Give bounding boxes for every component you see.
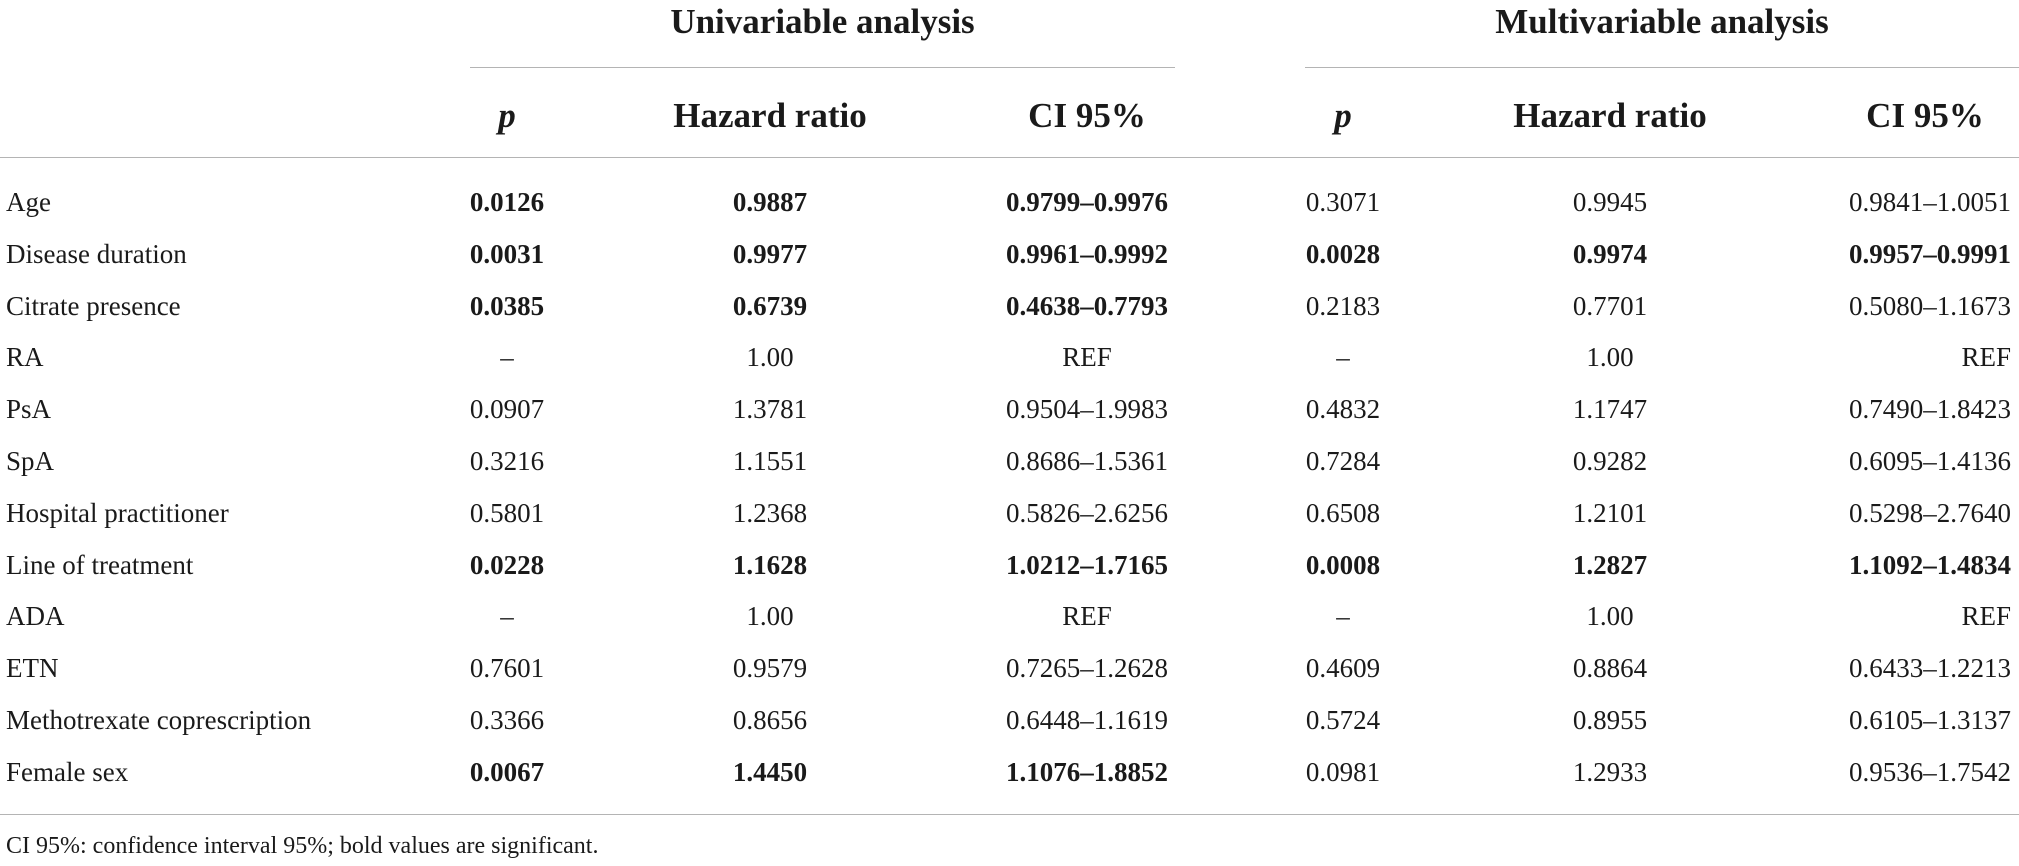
table-row [0, 642, 2019, 694]
cell-uni-hazard-ratio: 1.4450 [732, 756, 808, 787]
cell-uni-ci: 0.9504–1.9983 [1006, 394, 1168, 425]
cell-multi-ci: REF [1961, 601, 2011, 632]
cell-uni-hazard-ratio: 1.00 [746, 601, 794, 632]
col-header-multi-p: p [1334, 96, 1352, 135]
table-bottom-rule [0, 814, 2019, 815]
table-row [0, 280, 2019, 332]
group-header-univariable: Univariable analysis [670, 2, 975, 41]
univariable-rule [470, 67, 1175, 68]
cell-multi-hazard-ratio: 0.9974 [1572, 238, 1648, 269]
cell-multi-hazard-ratio: 0.7701 [1572, 290, 1648, 321]
table-row [0, 383, 2019, 435]
cell-multi-ci: 0.6105–1.3137 [1849, 705, 2011, 735]
cell-multi-p: – [1336, 601, 1350, 632]
row-label: Methotrexate coprescription [6, 705, 312, 735]
cell-uni-ci: 0.9799–0.9976 [1006, 187, 1168, 217]
cell-uni-p: 0.0031 [469, 238, 545, 269]
col-header-uni-ci: CI 95% [1028, 96, 1146, 135]
row-label: PsA [6, 394, 52, 425]
row-label: Hospital practitioner [6, 497, 229, 528]
cell-uni-hazard-ratio: 1.3781 [732, 394, 808, 425]
cell-uni-hazard-ratio: 1.1628 [732, 549, 808, 580]
cell-uni-hazard-ratio: 0.9887 [732, 187, 808, 217]
cell-uni-p: 0.0067 [469, 756, 545, 787]
cell-multi-hazard-ratio: 1.2827 [1572, 549, 1648, 580]
cell-uni-ci: 0.7265–1.2628 [1006, 653, 1168, 684]
cell-uni-p: 0.5801 [469, 497, 545, 528]
cell-multi-ci: 0.5080–1.1673 [1849, 290, 2011, 321]
cell-uni-p: 0.3366 [469, 705, 545, 735]
cell-multi-p: 0.3071 [1305, 187, 1381, 217]
row-label: Line of treatment [6, 549, 194, 580]
col-header-uni-p: p [498, 96, 516, 135]
cell-multi-ci: 0.9536–1.7542 [1849, 756, 2011, 787]
cell-multi-p: 0.0008 [1305, 549, 1381, 580]
row-label: ADA [6, 601, 65, 632]
cell-uni-p: 0.0126 [469, 187, 545, 217]
cell-uni-ci: 0.6448–1.1619 [1006, 705, 1168, 735]
col-header-multi-hazard-ratio: Hazard ratio [1513, 96, 1707, 135]
cell-uni-ci: REF [1062, 342, 1112, 373]
cell-uni-hazard-ratio: 1.2368 [732, 497, 808, 528]
cell-uni-p: – [500, 601, 514, 632]
cell-uni-p: 0.3216 [469, 446, 545, 476]
cell-uni-ci: 1.0212–1.7165 [1006, 549, 1168, 580]
group-header-multivariable: Multivariable analysis [1495, 2, 1829, 41]
cell-multi-ci: 0.9957–0.9991 [1849, 238, 2011, 269]
cell-multi-ci: 1.1092–1.4834 [1849, 549, 2011, 580]
table-footnote: CI 95%: confidence interval 95%; bold values are significant. [6, 833, 599, 859]
cell-multi-p: 0.0028 [1305, 238, 1381, 269]
table-row [0, 176, 2019, 228]
cell-multi-p: 0.0981 [1305, 756, 1381, 787]
cell-multi-hazard-ratio: 1.00 [1586, 342, 1634, 373]
cell-uni-p: 0.0907 [469, 394, 545, 425]
col-header-multi-ci: CI 95% [1866, 96, 1984, 135]
table-row [0, 539, 2019, 591]
row-label: ETN [6, 653, 59, 684]
table-row [0, 228, 2019, 280]
table-row [0, 590, 2019, 642]
multivariable-rule [1305, 67, 2019, 68]
table-row [0, 331, 2019, 383]
row-label: Disease duration [6, 238, 187, 269]
cell-uni-ci: 1.1076–1.8852 [1006, 756, 1168, 787]
table-row [0, 435, 2019, 487]
table-row [0, 746, 2019, 798]
row-label: Female sex [6, 756, 129, 787]
cell-uni-hazard-ratio: 0.6739 [732, 290, 808, 321]
row-label: SpA [6, 446, 55, 476]
cell-uni-hazard-ratio: 0.9579 [732, 653, 808, 684]
cell-multi-hazard-ratio: 0.9945 [1572, 187, 1648, 217]
cell-uni-ci: REF [1062, 601, 1112, 632]
table-row [0, 694, 2019, 746]
cell-multi-ci: 0.6095–1.4136 [1849, 446, 2011, 476]
cell-multi-ci: 0.5298–2.7640 [1849, 497, 2011, 528]
cell-uni-hazard-ratio: 0.8656 [732, 705, 808, 735]
table-row [0, 487, 2019, 539]
cell-uni-ci: 0.8686–1.5361 [1006, 446, 1168, 476]
row-label: Age [6, 187, 51, 217]
cell-multi-hazard-ratio: 1.00 [1586, 601, 1634, 632]
cell-multi-p: 0.2183 [1305, 290, 1381, 321]
cell-uni-p: – [500, 342, 514, 373]
cell-uni-hazard-ratio: 1.1551 [732, 446, 808, 476]
cell-multi-p: – [1336, 342, 1350, 373]
cell-uni-hazard-ratio: 0.9977 [732, 238, 808, 269]
cell-multi-hazard-ratio: 0.8955 [1572, 705, 1648, 735]
cell-uni-ci: 0.5826–2.6256 [1006, 497, 1168, 528]
cell-multi-p: 0.5724 [1305, 705, 1381, 735]
cell-uni-hazard-ratio: 1.00 [746, 342, 794, 373]
cell-multi-p: 0.4609 [1305, 653, 1381, 684]
cell-multi-p: 0.7284 [1305, 446, 1381, 476]
header-bottom-rule [0, 157, 2019, 158]
cell-uni-p: 0.0228 [469, 549, 545, 580]
cell-multi-hazard-ratio: 1.2101 [1572, 497, 1648, 528]
cell-multi-hazard-ratio: 1.2933 [1572, 756, 1648, 787]
cell-multi-p: 0.6508 [1305, 497, 1381, 528]
cell-multi-hazard-ratio: 0.9282 [1572, 446, 1648, 476]
row-label: RA [6, 342, 44, 373]
cell-multi-hazard-ratio: 1.1747 [1572, 394, 1648, 425]
row-label: Citrate presence [6, 290, 181, 321]
cell-multi-ci: 0.6433–1.2213 [1849, 653, 2011, 684]
cell-multi-p: 0.4832 [1305, 394, 1381, 425]
cell-uni-p: 0.0385 [469, 290, 545, 321]
cell-uni-ci: 0.9961–0.9992 [1006, 238, 1168, 269]
cell-uni-p: 0.7601 [469, 653, 545, 684]
cell-uni-ci: 0.4638–0.7793 [1006, 290, 1168, 321]
cell-multi-hazard-ratio: 0.8864 [1572, 653, 1648, 684]
cell-multi-ci: 0.9841–1.0051 [1849, 187, 2011, 217]
col-header-uni-hazard-ratio: Hazard ratio [673, 96, 867, 135]
cell-multi-ci: REF [1961, 342, 2011, 373]
cell-multi-ci: 0.7490–1.8423 [1849, 394, 2011, 425]
